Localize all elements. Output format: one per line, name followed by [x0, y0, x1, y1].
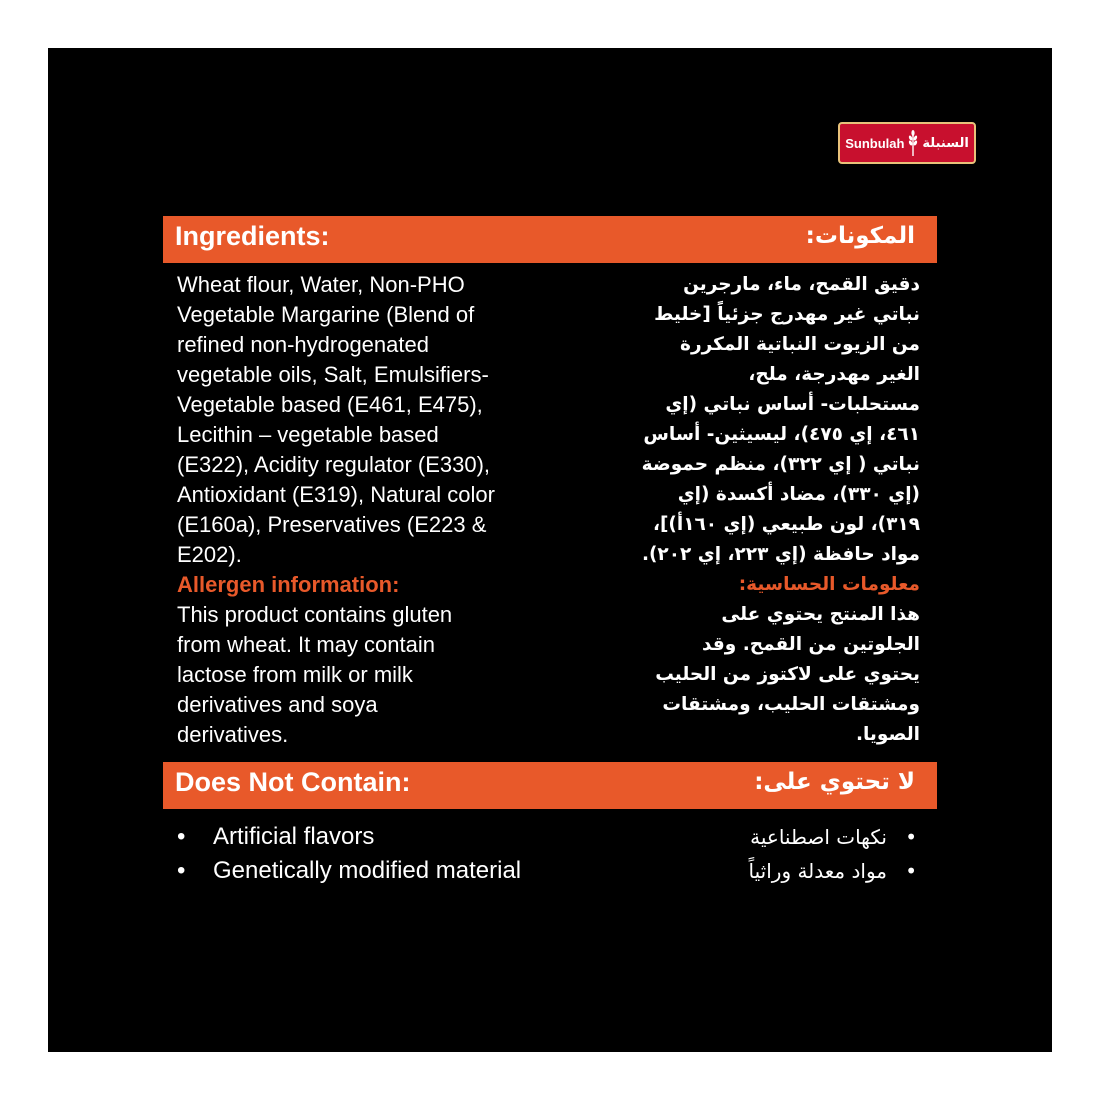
allergen-line-ar: الصويا.	[855, 724, 920, 745]
list-item: • Artificial flavors	[177, 820, 617, 854]
list-item-ar: • مواد معدلة وراثياً	[597, 854, 917, 888]
ingredients-line: (E322), Acidity regulator (E330),	[177, 452, 491, 477]
list-item-ar: • نكهات اصطناعية	[597, 820, 917, 854]
does-not-contain-list-ar	[597, 820, 917, 888]
allergen-line-ar: الجلوتين من القمح. وقد	[701, 634, 920, 655]
brand-logo	[838, 122, 976, 164]
ingredients-line-ar: من الزيوت النباتية المكررة	[680, 334, 920, 355]
ingredients-text-en	[177, 270, 567, 750]
allergen-line: from wheat. It may contain	[177, 632, 435, 657]
ingredients-line: Vegetable Margarine (Blend of	[177, 302, 475, 327]
ingredients-line-ar: مستحلبات- أساس نباتي (إي	[665, 394, 920, 415]
ingredients-line: Wheat flour, Water, Non-PHO	[177, 272, 465, 297]
ingredients-line: E202).	[177, 542, 242, 567]
allergen-line-ar: ومشتقات الحليب، ومشتقات	[662, 694, 920, 715]
ingredients-line-ar: (إي ٣٣٠)، مضاد أكسدة (إي	[677, 484, 920, 505]
ingredients-line-ar: الغير مهدرجة، ملح،	[748, 364, 920, 385]
allergen-heading-en: Allergen information:	[177, 572, 400, 597]
wheat-icon	[908, 130, 918, 156]
ingredients-line: refined non-hydrogenated	[177, 332, 429, 357]
allergen-line: lactose from milk or milk	[177, 662, 413, 687]
allergen-line: derivatives.	[177, 722, 289, 747]
does-not-contain-list-en	[177, 820, 617, 888]
ingredients-line-ar: نباتي ( إي ٣٢٢)، منظم حموضة	[641, 454, 920, 475]
ingredients-line: Lecithin – vegetable based	[177, 422, 439, 447]
allergen-heading-ar: معلومات الحساسية:	[738, 574, 920, 595]
ingredients-line: Antioxidant (E319), Natural color	[177, 482, 495, 507]
brand-name-ar: السنبلة	[922, 135, 969, 151]
does-not-contain-heading-ar: لا تحتوي على:	[754, 769, 915, 795]
ingredients-header	[163, 216, 937, 263]
ingredients-text-ar	[575, 270, 920, 750]
ingredients-line-ar: نباتي غير مهدرج جزئياً [خليط	[654, 304, 920, 325]
ingredients-line: Vegetable based (E461, E475),	[177, 392, 483, 417]
ingredients-heading-en: Ingredients:	[175, 221, 330, 251]
ingredients-line-ar: دقيق القمح، ماء، مارجرين	[683, 274, 920, 295]
label-panel	[48, 48, 1052, 1052]
does-not-contain-heading-en: Does Not Contain:	[175, 767, 411, 797]
ingredients-line: (E160a), Preservatives (E223 &	[177, 512, 487, 537]
ingredients-line: vegetable oils, Salt, Emulsifiers-	[177, 362, 489, 387]
ingredients-line-ar: ٤٦١، إي ٤٧٥)، ليسيثين- أساس	[643, 424, 920, 445]
brand-name-en: Sunbulah	[845, 135, 905, 151]
allergen-line-ar: يحتوي على لاكتوز من الحليب	[655, 664, 920, 685]
ingredients-line-ar: ٣١٩)، لون طبيعي (إي ١٦٠أ)]،	[652, 514, 920, 535]
does-not-contain-header	[163, 762, 937, 809]
allergen-line-ar: هذا المنتج يحتوي على	[721, 604, 920, 625]
list-item: • Genetically modified material	[177, 854, 617, 888]
ingredients-heading-ar: المكونات:	[805, 223, 915, 249]
allergen-line: derivatives and soya	[177, 692, 378, 717]
ingredients-line-ar: مواد حافظة (إي ٢٢٣، إي ٢٠٢).	[641, 544, 920, 565]
allergen-line: This product contains gluten	[177, 602, 453, 627]
